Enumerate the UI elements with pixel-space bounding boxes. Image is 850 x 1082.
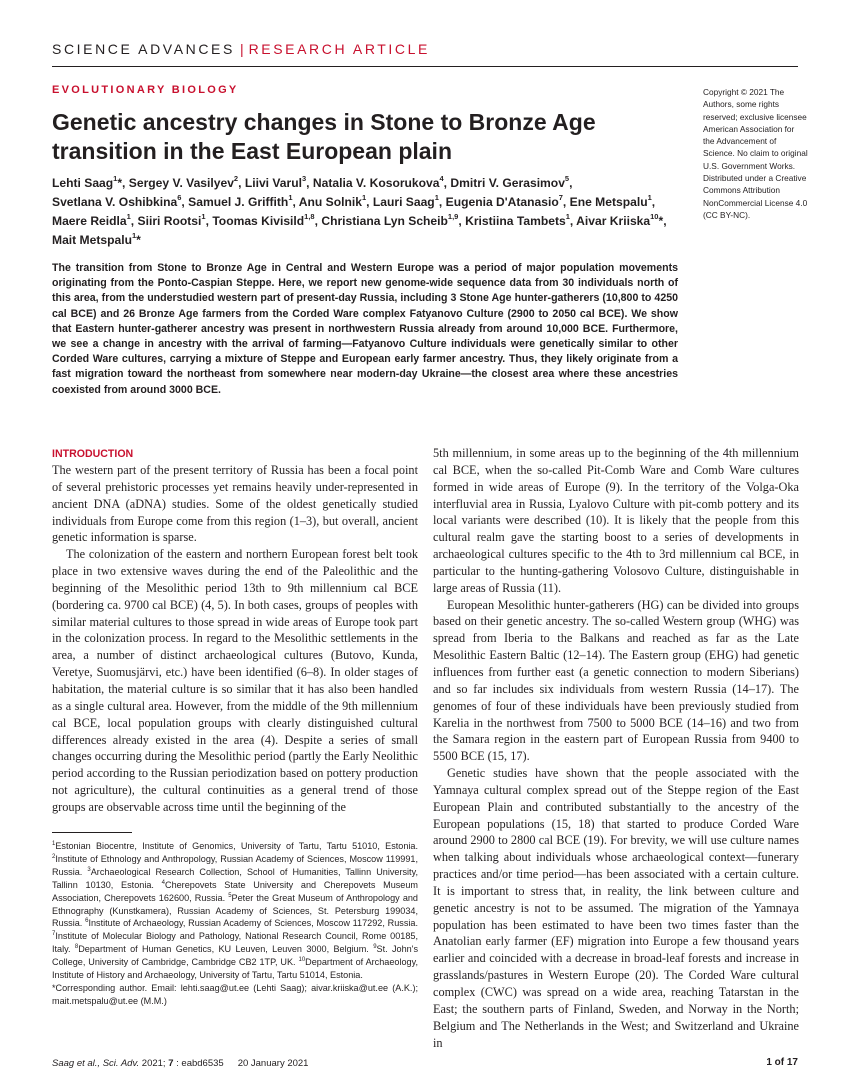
affiliation-number: 7 xyxy=(52,931,56,938)
affiliation-number: 8 xyxy=(74,944,79,951)
author-name-text: Maere Reidla xyxy=(52,214,127,228)
affiliation-text: Archaeological Research Collection, School of Humanities, Tallinn University, Tallinn 10130, Estonia. xyxy=(52,866,418,890)
author-name-text: Dmitri V. Gerasimov xyxy=(450,176,565,190)
author-name: Samuel J. Griffith$^1$, xyxy=(188,192,296,209)
author-name: Christiana Lyn Scheib$^{1,9}$, xyxy=(321,211,462,228)
page-number: 1 of 17 xyxy=(766,1057,798,1068)
journal-name: SCIENCE ADVANCES xyxy=(52,41,235,57)
author-name-text: Lehti Saag xyxy=(52,176,114,190)
affiliation-text: Institute of Ethnology and Anthropology, Russian Academy of Sciences, Moscow 119991, Russia. xyxy=(52,853,418,877)
author-name-text: Samuel J. Griffith xyxy=(188,195,289,209)
author-name: Liivi Varul$^3$, xyxy=(244,173,310,190)
copyright-sidebar: Copyright © 2021 The Authors, some rights reserved; exclusive licensee American Association for the Advancement of Science. No claim to original U.S. Government Works. Distributed under a Creative Commons Attribution NonCommercial License 4.0 (CC BY-NC). xyxy=(703,87,808,220)
author-affiliation-sup: 4 xyxy=(439,173,444,183)
author-name: Sergey V. Vasilyev$^2$, xyxy=(128,173,242,190)
affiliations xyxy=(52,840,418,1008)
author-affiliation-sup: 1 xyxy=(288,192,293,202)
author-name-text: Mait Metspalu xyxy=(52,233,132,247)
author-name-text: Anu Solnik xyxy=(298,195,362,209)
body-column-left xyxy=(52,445,418,816)
author-affiliation-sup: 1 xyxy=(113,173,118,183)
affiliation-number: 4 xyxy=(161,879,165,886)
author-name: Lehti Saag$^1$*, xyxy=(52,173,126,190)
header-rule xyxy=(52,66,798,67)
author-affiliation-sup: 1 xyxy=(201,211,206,221)
author-name-text: Christiana Lyn Scheib xyxy=(321,214,448,228)
author-affiliation-sup: 10 xyxy=(650,211,659,221)
abstract: The transition from Stone to Bronze Age in Central and Western Europe was a period of major population movements originating from the Ponto-Caspian Steppe. Here, we report new genome-wide sequence data from 30 individuals north of this area, from the understudied western part of present-day Russia, including 3 Stone Age hunter-gatherers (10,800 to 4250 cal BCE) and 26 Bronze Age farmers from the Corded Ware complex Fatyanovo Culture (2900 to 2050 cal BCE). We show that Eastern hunter-gatherer ancestry was present in northwestern Russia already from around 10,000 BCE. Furthermore, we see a change in ancestry with the arrival of farming—Fatyanovo Culture individuals were genetically similar to other Corded Ware cultures, carrying a mixture of Steppe and European early farmer ancestry. Thus, they likely originate from a fast migration toward the northeast from somewhere near modern-day Ukraine—the closest area where these ancestries coexisted from around 3000 BCE. xyxy=(52,262,678,396)
affiliation-text: Estonian Biocentre, Institute of Genomics, University of Tartu, Tartu 51010, Estonia. xyxy=(55,841,418,851)
article-type: RESEARCH ARTICLE xyxy=(248,41,430,57)
author-name: Maere Reidla$^1$, xyxy=(52,211,135,228)
author-name: Aivar Kriiska$^{10}$*, xyxy=(576,211,667,228)
footnote-rule xyxy=(52,832,132,833)
author-name: Anu Solnik$^1$, xyxy=(298,192,370,209)
affiliation-number: 2 xyxy=(52,853,56,860)
citation-footer xyxy=(52,1058,308,1069)
author-name xyxy=(52,230,141,247)
paragraph: European Mesolithic hunter-gatherers (HG) can be divided into groups based on their genetic ancestry. The so-called Western group (WHG) was spread from Iberia to the Balkans and reached as far as the Late Mesolithic Eastern Baltic (12–14). The Eastern group (EHG) had genetic influences from further east (a genetic connection to modern Siberians) and so far includes six individuals from western Russia (14–17). The genomes of four of these individuals have been previously studied from Karelia in the northwest from 7500 to 5000 BCE (14–16) and two from the Samara region in the eastern part of European Russia from 9400 to 5500 BCE (15, 17). xyxy=(433,597,799,764)
author-name-text: Eugenia D'Atanasio xyxy=(445,195,559,209)
title-line-1: Genetic ancestry changes in Stone to Bronze Age xyxy=(52,109,596,135)
title-line-2: transition in the East European plain xyxy=(52,138,452,164)
author-corresponding-mark: * xyxy=(117,176,123,190)
author-affiliation-sup: 2 xyxy=(233,173,239,183)
author-name-text: Aivar Kriiska xyxy=(576,214,651,228)
author-name: Siiri Rootsi$^1$, xyxy=(137,211,209,228)
paragraph: 5th millennium, in some areas up to the beginning of the 4th millennium cal BCE, when the so-called Pit-Comb Ware and Comb Ware cultures formed in wide areas of Europe (9). In the territory of the Volga-Oka interfluvial area in Russia, Lyalovo Culture with pit-comb pottery and its local variants were described (10). It is likely that the people from this cultural realm gave the starting boost to a series of developments in archaeological cultures specific to the 4th to 3rd millennium cal BCE, in particular to the hunting-gathering Volosovo Culture, distinguishable in large areas of Russia (11). xyxy=(433,446,799,595)
affiliation-text: St. John's College, University of Cambridge, Cambridge CB2 1TP, UK. xyxy=(52,944,419,968)
body-column-right xyxy=(433,445,799,1051)
author-affiliation-sup: 1 xyxy=(131,230,137,240)
author-affiliation-sup: 1 xyxy=(647,192,652,202)
affiliation-number: 10 xyxy=(298,957,306,964)
author-name-text: Svetlana V. Oshibkina xyxy=(52,195,178,209)
author-affiliation-sup: 3 xyxy=(301,173,307,183)
section-heading-introduction: INTRODUCTION xyxy=(52,448,134,460)
citation-article-id: : eabd6535 xyxy=(173,1058,224,1069)
affiliation-text: Cherepovets State University and Cherepovets Museum Association, Cherepovets 162600, Russia. xyxy=(52,879,418,903)
citation-year: 2021; xyxy=(139,1058,169,1069)
article-title xyxy=(52,108,672,166)
journal-header xyxy=(52,41,430,57)
author-affiliation-sup: 7 xyxy=(558,192,563,202)
author-name: Ene Metspalu$^1$, xyxy=(569,192,656,209)
author-name: Dmitri V. Gerasimov$^5$, xyxy=(450,173,573,190)
publication-date: 20 January 2021 xyxy=(237,1058,309,1069)
affiliation-text: Institute of Molecular Biology and Pathology, National Research Council, Rome 00185, Italy. xyxy=(52,931,418,955)
affiliation-text: Department of Archaeology, Institute of History and Archaeology, University of Tartu, Tartu 51014, Estonia. xyxy=(52,957,418,981)
affiliation-number: 3 xyxy=(87,866,91,873)
author-name-text: Toomas Kivisild xyxy=(212,214,305,228)
author-name-text: Ene Metspalu xyxy=(569,195,648,209)
citation-authors: Saag et al., Sci. Adv. xyxy=(52,1058,140,1069)
author-affiliation-sup: 1,9 xyxy=(447,211,459,221)
affiliation-text: Institute of Archaeology, Russian Academy of Sciences, Moscow 117292, Russia. xyxy=(88,918,418,929)
author-name-text: Sergey V. Vasilyev xyxy=(128,176,234,190)
author-affiliation-sup: 1,8 xyxy=(304,211,315,221)
author-affiliation-sup: 1 xyxy=(565,211,570,221)
affiliation-text: Peter the Great Museum of Anthropology and Ethnography (Kunstkamera), Russian Academy of Sciences, St. Petersburg 199034, Russia. xyxy=(52,892,418,929)
author-corresponding-mark: * xyxy=(136,233,141,247)
corresponding-author: *Corresponding author. Email: lehti.saag@ut.ee (Lehti Saag); aivar.kriiska@ut.ee (A.K.); mait.metspalu@ut.ee (M.M.) xyxy=(52,982,418,1006)
author-name-text: Liivi Varul xyxy=(244,176,302,190)
author-name: Eugenia D'Atanasio$^7$, xyxy=(445,192,567,209)
author-name: Svetlana V. Oshibkina$^6$, xyxy=(52,192,185,209)
author-name-text: Natalia V. Kosorukova xyxy=(312,176,440,190)
author-name: Lauri Saag$^1$, xyxy=(372,192,443,209)
affiliation-number: 6 xyxy=(85,918,89,925)
affiliation-number: 1 xyxy=(52,840,56,847)
author-name-text: Siiri Rootsi xyxy=(137,214,202,228)
affiliation-list xyxy=(52,840,418,982)
category-label: EVOLUTIONARY BIOLOGY xyxy=(52,84,239,96)
affiliation-number: 5 xyxy=(228,892,232,899)
affiliation-number: 9 xyxy=(373,944,377,951)
citation-volume: 7 xyxy=(168,1058,174,1069)
author-affiliation-sup: 6 xyxy=(177,192,182,202)
author-name: Toomas Kivisild$^{1,8}$, xyxy=(212,211,318,228)
author-name-text: Kristiina Tambets xyxy=(465,214,566,228)
paragraph: Genetic studies have shown that the people associated with the Yamnaya cultural complex spread out of the Steppe region of the East European Plain and contributed substantially to the ancestry of the European populations (15, 18) that started to produce Corded Ware around 2900 to 2800 cal BCE (19). For brevity, we will use culture names when talking about individuals whose archaeological context—funerary practices and/or time period—has been associated with a certain culture. It is important to stress that, in reality, the link between culture and genetic ancestry is not to be assumed. The migration of the Yamnaya population has been estimated to have been two times faster than the Anatolian early farmer (EF) migration into Europe a few thousand years earlier and coincided with a decrease in broad-leaf forests and increase in grasslands/pastures in Western Europe (20). The Corded Ware cultural complex (CWC) was spread on a wide area, reaching Tatarstan in the East; the southern parts of Finland, Sweden, and Norway in the North; Belgium and The Netherlands in the West; and Switzerland and Ukraine in xyxy=(433,766,799,1050)
author-list xyxy=(52,174,672,250)
author-affiliation-sup: 1 xyxy=(361,192,367,202)
affiliation-text: Department of Human Genetics, KU Leuven, Leuven 3000, Belgium. xyxy=(78,944,374,955)
paragraph: The western part of the present territory of Russia has been a focal point of several prehistoric processes yet remains heavily under-represented in ancient DNA (aDNA) studies. Some of the oldest genetically studied individuals from Europe come from this region (1–3), but overall, ancient genetic information is sparse. xyxy=(52,463,418,545)
author-affiliation-sup: 1 xyxy=(126,211,131,221)
header-separator: | xyxy=(239,41,244,57)
author-name-text: Lauri Saag xyxy=(372,195,435,209)
paragraph: The colonization of the eastern and northern European forest belt took place in two extensive waves during the end of the Paleolithic and the beginning of the Mesolithic period 13th to 9th millennium cal BCE (bordering ca. 9700 cal BCE) (4, 5). In both cases, groups of peoples with similar material cultures to those spread in wide areas of Europe took part in the colonization process. In regard to the Mesolithic settlements in the area, a number of distinct archaeological cultures (Butovo, Kunda, Veretye, Suomusjärvi, etc.) have been identified (6–8). In older stages of habitation, the material culture is so similar that it has also been handled as a single cultural area. However, from the middle of the 9th millennium cal BCE, local population groups with clearly distinguished cultural differences already existed in the area (4). Despite a series of small changes occurring during the Mesolithic period (partly the Early Neolithic period according to the Russian periodization based on pottery production not agriculture), the cultural continuities as a general trend of those groups are observable across time until the beginning of the xyxy=(52,547,418,814)
author-affiliation-sup: 5 xyxy=(564,173,570,183)
author-affiliation-sup: 1 xyxy=(434,192,439,202)
author-name: Natalia V. Kosorukova$^4$, xyxy=(312,173,448,190)
author-corresponding-mark: * xyxy=(658,214,664,228)
author-name: Kristiina Tambets$^1$, xyxy=(465,211,574,228)
